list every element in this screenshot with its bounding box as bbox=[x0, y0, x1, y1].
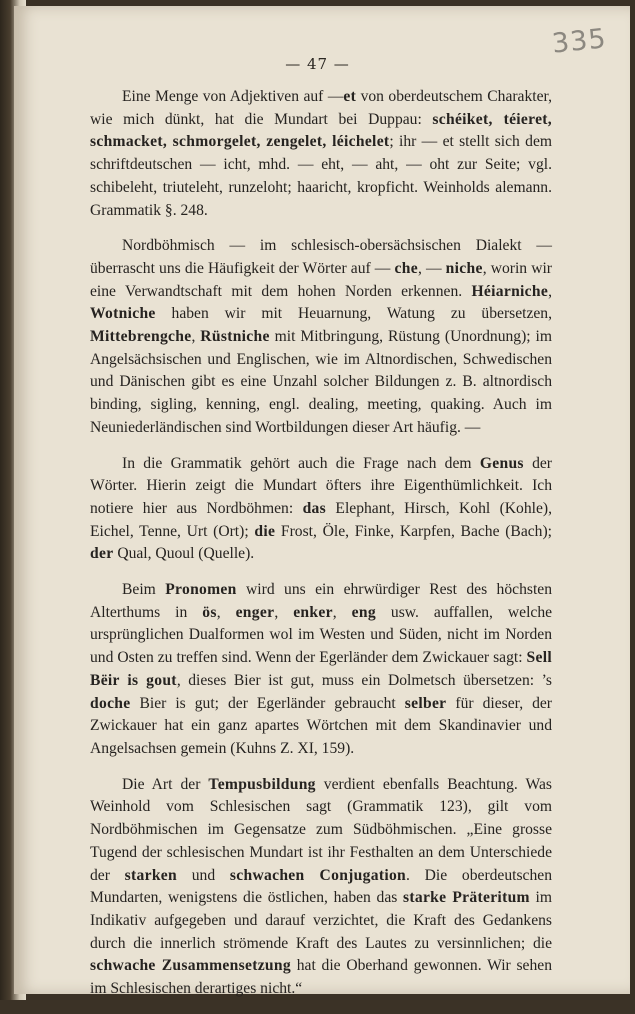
text-run: Elephant, Hirsch, Kohl (Kohle), Eichel, Tenne, Urt (Ort); bbox=[90, 499, 552, 540]
text-run: , bbox=[274, 603, 294, 621]
text-run: Eine Menge von Adjektiven auf — bbox=[122, 88, 344, 105]
emphasized-term: starke Präteritum bbox=[403, 889, 530, 907]
emphasized-term: Tempusbildung bbox=[208, 775, 316, 793]
text-run: von oberdeutschem Charakter, wie mich dünkt, hat die Mundart bei Duppau: bbox=[90, 88, 552, 128]
text-run: und bbox=[177, 866, 230, 884]
emphasized-term: che bbox=[394, 259, 418, 277]
text-run: , bbox=[191, 328, 201, 346]
emphasized-term: der bbox=[90, 545, 114, 563]
paragraph bbox=[90, 86, 552, 222]
emphasized-term: Mittebrengche bbox=[90, 328, 192, 346]
text-run: ; ihr — et stellt sich dem schriftdeutschen — icht, mhd. — eht, — aht, — oht zur Seite; vgl. schibeleht, triuteleht, runzeloht; haaricht, kropficht. Weinholds alemann. Grammatik §. 248. bbox=[90, 133, 552, 219]
emphasized-term: enker bbox=[293, 603, 333, 621]
emphasized-term: das bbox=[302, 499, 327, 517]
paragraph bbox=[90, 774, 552, 1001]
text-run: Frost, Öle, Finke, Karpfen, Bache (Bach); bbox=[275, 522, 552, 540]
page-number: — 47 — bbox=[285, 55, 350, 73]
text-run: Nordböhmisch — im schlesisch-obersächsischen Dialekt — überrascht uns die Häufigkeit der Wörter auf — bbox=[90, 237, 552, 277]
text-run: Beim bbox=[122, 581, 166, 599]
emphasized-term: schéiket, téieret, schmacket, schmorgelet, zengelet, léichelet bbox=[90, 110, 553, 151]
text-run: , worin wir eine Verwandtschaft mit dem hohen Norden erkennen. bbox=[90, 259, 552, 300]
text-run: für dieser, der Zwickauer hat ein ganz apartes Wörtchen mit dem Skandinavier und Angelsachsen gemein (Kuhns Z. XI, 159). bbox=[90, 694, 552, 757]
text-run: , bbox=[216, 603, 236, 621]
text-run: im Indikativ aufgegeben und darauf verzichtet, die Kraft des Gedankens durch die innerlich strömende Kraft des Lautes zu versinnlichen; die bbox=[90, 889, 552, 952]
text-run: wird uns ein ehrwürdiger Rest des höchsten Alterthums in bbox=[90, 581, 552, 621]
emphasized-term: Genus bbox=[479, 454, 524, 472]
text-run: usw. auffallen, welche ursprünglichen Dualformen wol im Westen und Süden, nicht im Norden und Osten zu treffen sind. Wenn der Egerländer dem Zwickauer sagt: bbox=[90, 603, 553, 667]
text-run: Die Art der bbox=[122, 775, 209, 793]
handwritten-folio-number: 335 bbox=[550, 23, 609, 60]
emphasized-term: schwache Zusammensetzung bbox=[90, 957, 291, 975]
text-run: , dieses Bier ist gut, muss ein Dolmetsch übersetzen: ’s bbox=[176, 671, 552, 689]
text-run: In die Grammatik gehört auch die Frage nach dem bbox=[122, 454, 480, 472]
text-run: Bier is gut; der Egerländer gebraucht bbox=[130, 694, 405, 712]
text-run: mit Mitbringung, Rüstung (Unordnung); im Angelsächsischen und Englischen, wie im Altnordischen, Schwedischen und Dänischen gibt es eine Unzahl solcher Bildungen z. B. altnordisch binding, sigling, kenning, engl. dealing, meeting, quaking. Auch im Neuniederländischen sind Wortbildungen dieser Art häufig. — bbox=[90, 328, 552, 436]
text-run: Qual, Quoul (Quelle). bbox=[113, 545, 255, 563]
text-run: der Wörter. Hierin zeigt die Mundart öfters ihre Eigenthümlichkeit. Ich notiere hier aus Nordböhmen: bbox=[90, 454, 553, 517]
emphasized-term: doche bbox=[90, 694, 131, 712]
text-run: verdient ebenfalls Beachtung. Was Weinhold vom Schlesischen sagt (Grammatik 123), gilt vom Nordböhmischen im Gegensatze zum Südböhmischen. „Eine grosse Tugend der schlesischen Mundart ist ihr Festhalten an dem Unterschiede der bbox=[90, 775, 552, 884]
paragraph bbox=[90, 579, 552, 761]
text-run: hat die Oberhand gewonnen. Wir sehen im Schlesischen derartiges nicht.“ bbox=[90, 957, 552, 998]
emphasized-term: selber bbox=[404, 694, 447, 712]
emphasized-term: Sell Bëir is gout bbox=[90, 649, 552, 689]
emphasized-term: starken bbox=[124, 866, 178, 884]
emphasized-term: Pronomen bbox=[165, 581, 237, 599]
emphasized-term: enger bbox=[235, 603, 275, 621]
emphasized-term: Héiarniche bbox=[471, 282, 549, 300]
body-text bbox=[90, 86, 552, 1014]
emphasized-term: ös bbox=[202, 603, 217, 621]
paragraph bbox=[90, 453, 552, 567]
text-run: , bbox=[332, 603, 352, 621]
emphasized-term: niche bbox=[445, 259, 483, 277]
emphasized-term: et bbox=[343, 88, 357, 105]
emphasized-term: schwachen Conjugation bbox=[229, 866, 407, 884]
emphasized-term: Rüstniche bbox=[200, 328, 270, 346]
text-run: , — bbox=[417, 259, 446, 277]
text-run: haben wir mit Heuarnung, Watung zu übersetzen, bbox=[155, 305, 552, 323]
text-run: . Die oberdeutschen Mundarten, wenigstens die östlichen, haben das bbox=[90, 866, 552, 907]
text-run: , bbox=[548, 282, 552, 300]
paragraph bbox=[90, 235, 552, 439]
emphasized-term: eng bbox=[351, 603, 376, 621]
emphasized-term: Wotniche bbox=[90, 305, 156, 323]
emphasized-term: die bbox=[254, 522, 276, 540]
